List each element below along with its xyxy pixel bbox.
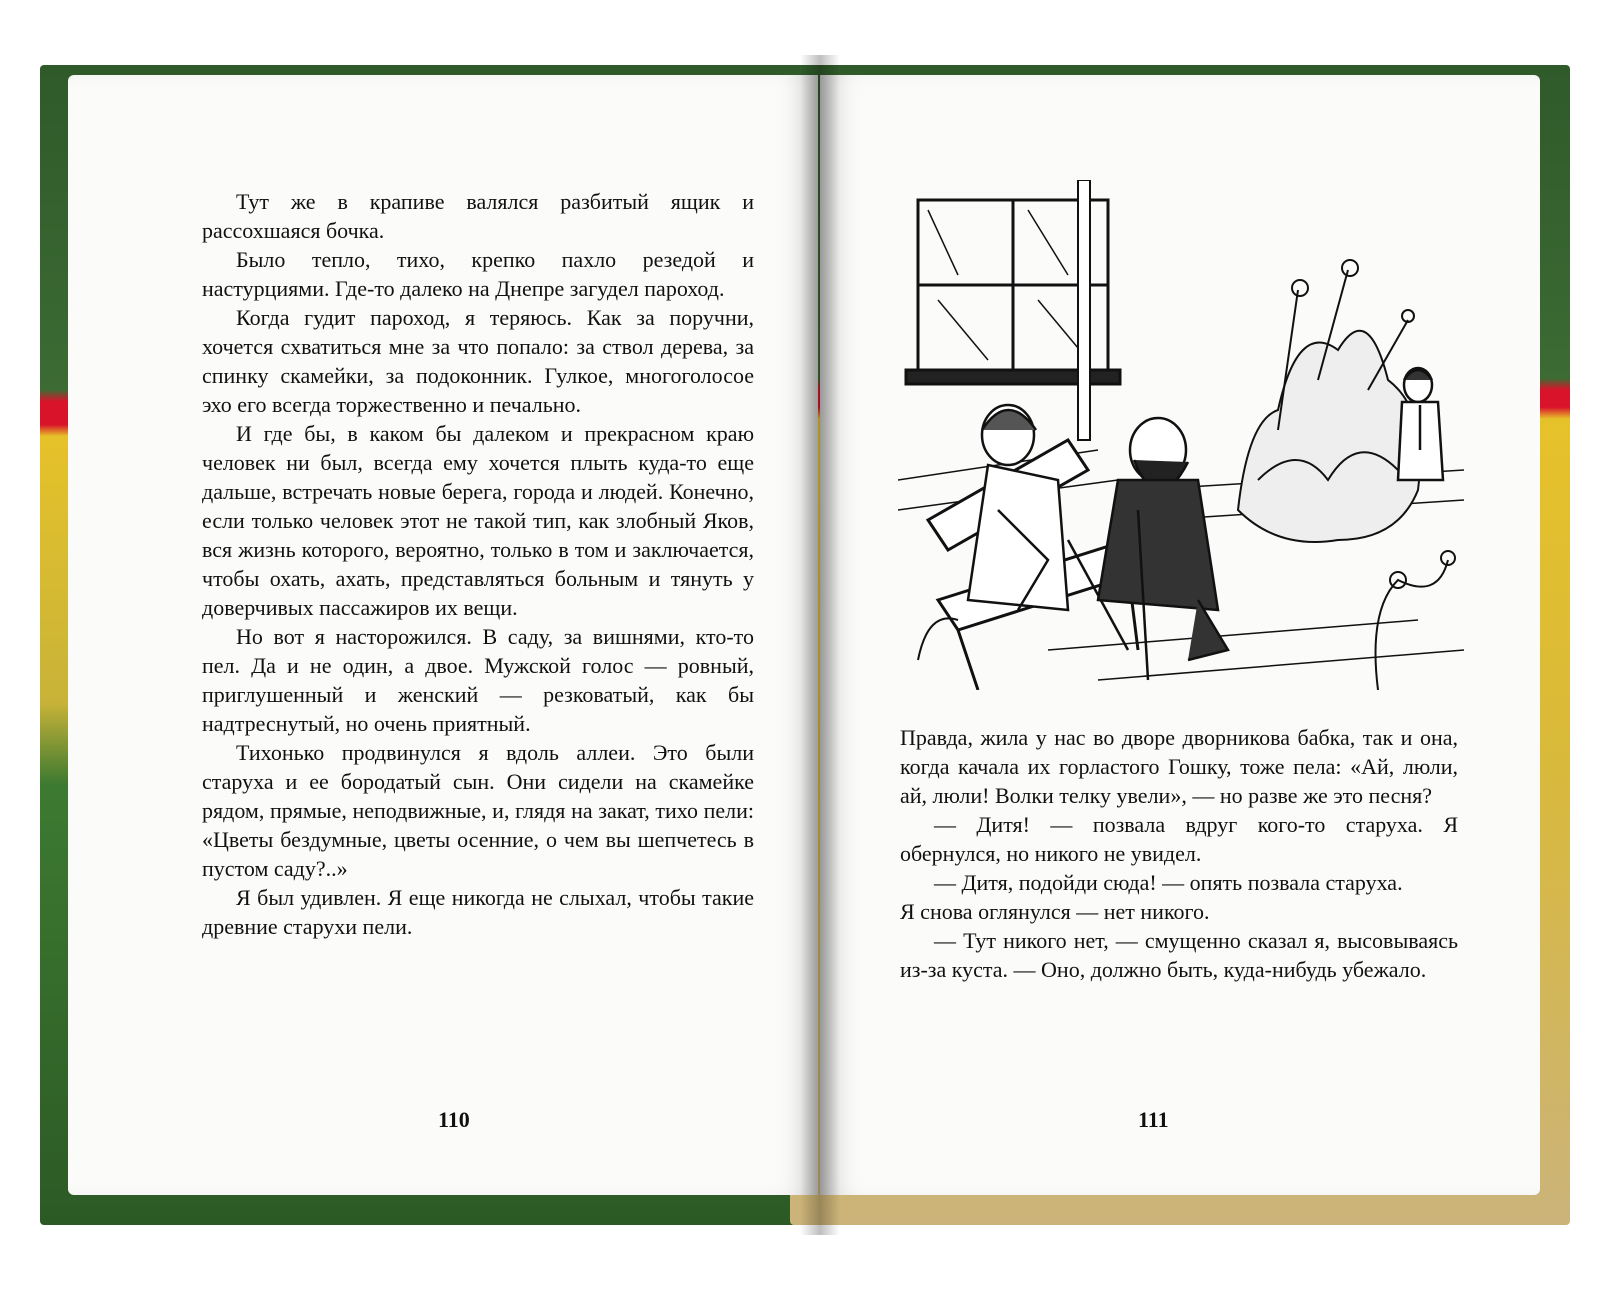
- paragraph: — Тут никого нет, — смущенно сказал я, высовываясь из-за куста. — Оно, должно быть, куда-нибудь убежало.: [900, 928, 1458, 982]
- paragraph: Было тепло, тихо, крепко пахло резедой и настурциями. Где-то далеко на Днепре загудел пароход.: [202, 247, 754, 301]
- book-spine-shadow: [800, 55, 840, 1235]
- paragraph: Тихонько продвинулся я вдоль аллеи. Это были старуха и ее бородатый сын. Они сидели на скамейке рядом, прямые, неподвижные, и, глядя на закат, тихо пели: «Цветы бездумные, цветы осенние, о чем вы шепчетесь в пустом саду?..»: [202, 740, 754, 881]
- paragraph: Я был удивлен. Я еще никогда не слыхал, чтобы такие древние старухи пели.: [202, 885, 754, 939]
- paragraph: — Дитя, подойди сюда! — опять позвала старуха.: [934, 870, 1403, 895]
- page-number-right: 111: [1138, 1107, 1169, 1132]
- paragraph: И где бы, в каком бы далеком и прекрасном краю человек ни был, всегда ему хочется плыть куда-то еще дальше, встречать новые берега, города и людей. Конечно, если только человек этот не такой тип, как злобный Яков, вся жизнь которого, вероятно, только в том и заключается, чтобы охать, ахать, представляться больным и тянуть у доверчивых пассажиров их вещи.: [202, 421, 754, 620]
- left-page: [68, 75, 818, 1195]
- illustration: [898, 180, 1464, 690]
- page-number-left: 110: [438, 1107, 470, 1132]
- right-page-text: [900, 723, 1458, 984]
- paragraph: Я снова оглянулся — нет никого.: [900, 899, 1210, 924]
- right-page: [820, 75, 1540, 1195]
- paragraph: — Дитя! — позвала вдруг кого-то старуха. Я обернулся, но никого не увидел.: [900, 812, 1458, 866]
- paragraph: Когда гудит пароход, я теряюсь. Как за поручни, хочется схватиться мне за что попало: за ствол дерева, за спинку скамейки, за подоконник. Гулкое, многоголосое эхо его всегда торжественно и печально.: [202, 305, 754, 417]
- paragraph: Тут же в крапиве валялся разбитый ящик и рассохшаяся бочка.: [202, 189, 754, 243]
- left-page-text: [202, 187, 754, 941]
- open-book: [40, 55, 1570, 1235]
- paragraph: Правда, жила у нас во дворе дворникова бабка, так и она, когда качала их горластого Гошку, тоже пела: «Ай, люли, ай, люли! Волки телку увели», — но разве же это песня?: [900, 725, 1458, 808]
- paragraph: Но вот я насторожился. В саду, за вишнями, кто-то пел. Да и не один, а двое. Мужской голос — ровный, приглушенный и женский — резковатый, как бы надтреснутый, но очень приятный.: [202, 624, 754, 736]
